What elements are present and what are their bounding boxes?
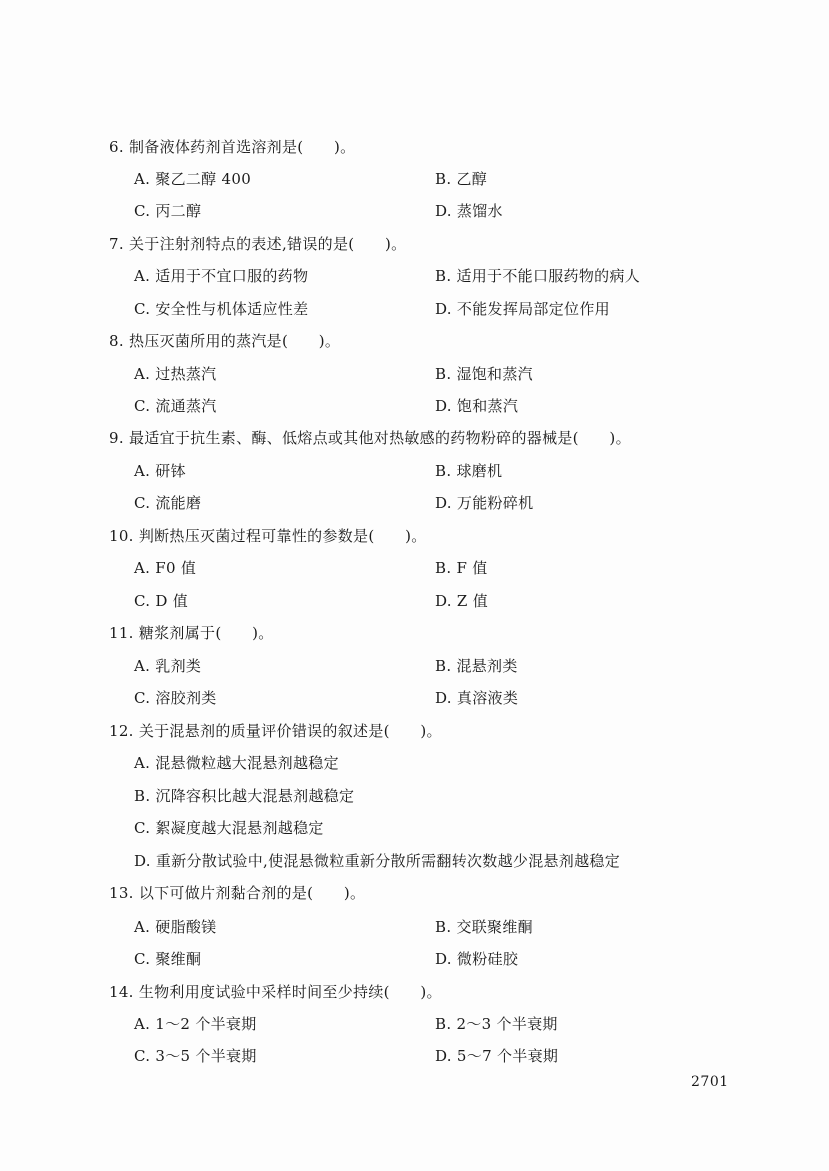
question-12-option-a: A. 混悬微粒越大混悬剂越稳定 bbox=[134, 754, 339, 772]
question-12-option-c: C. 絮凝度越大混悬剂越稳定 bbox=[134, 819, 324, 837]
question-13-option-c: C. 聚维酮 bbox=[134, 950, 202, 968]
question-11-option-c: C. 溶胶剂类 bbox=[134, 689, 217, 707]
question-9-option-b: B. 球磨机 bbox=[435, 462, 503, 480]
question-11-option-a: A. 乳剂类 bbox=[134, 657, 202, 675]
question-6-option-d: D. 蒸馏水 bbox=[435, 202, 503, 220]
question-12-stem: 12. 关于混悬剂的质量评价错误的叙述是( )。 bbox=[109, 722, 442, 740]
question-11-option-d: D. 真溶液类 bbox=[435, 689, 519, 707]
question-8-option-c: C. 流通蒸汽 bbox=[134, 397, 217, 415]
page-number: 2701 bbox=[691, 1074, 729, 1090]
question-9-option-c: C. 流能磨 bbox=[134, 494, 202, 512]
question-12-option-d: D. 重新分散试验中,使混悬微粒重新分散所需翻转次数越少混悬剂越稳定 bbox=[134, 852, 620, 870]
question-10-option-c: C. D 值 bbox=[134, 592, 189, 610]
question-11-stem: 11. 糖浆剂属于( )。 bbox=[109, 624, 274, 642]
question-14-option-a: A. 1～2 个半衰期 bbox=[134, 1015, 257, 1033]
question-8-stem: 8. 热压灭菌所用的蒸汽是( )。 bbox=[109, 332, 341, 350]
question-12-option-b: B. 沉降容积比越大混悬剂越稳定 bbox=[134, 787, 355, 805]
question-10-option-b: B. F 值 bbox=[435, 559, 488, 577]
question-9-stem: 9. 最适宜于抗生素、酶、低熔点或其他对热敏感的药物粉碎的器械是( )。 bbox=[109, 429, 631, 447]
question-6-stem: 6. 制备液体药剂首选溶剂是( )。 bbox=[109, 138, 356, 156]
question-8-option-d: D. 饱和蒸汽 bbox=[435, 397, 519, 415]
question-6-option-a: A. 聚乙二醇 400 bbox=[134, 170, 252, 188]
question-7-option-d: D. 不能发挥局部定位作用 bbox=[435, 300, 610, 318]
question-10-option-a: A. F0 值 bbox=[134, 559, 197, 577]
question-9-option-d: D. 万能粉碎机 bbox=[435, 494, 534, 512]
question-6-option-b: B. 乙醇 bbox=[435, 170, 488, 188]
question-6-option-c: C. 丙二醇 bbox=[134, 202, 202, 220]
question-10-stem: 10. 判断热压灭菌过程可靠性的参数是( )。 bbox=[109, 527, 427, 545]
question-14-option-d: D. 5～7 个半衰期 bbox=[435, 1047, 559, 1065]
question-13-option-d: D. 微粉硅胶 bbox=[435, 950, 519, 968]
question-13-option-b: B. 交联聚维酮 bbox=[435, 918, 533, 936]
question-7-option-a: A. 适用于不宜口服的药物 bbox=[134, 267, 309, 285]
question-13-option-a: A. 硬脂酸镁 bbox=[134, 918, 217, 936]
question-13-stem: 13. 以下可做片剂黏合剂的是( )。 bbox=[109, 884, 366, 902]
question-10-option-d: D. Z 值 bbox=[435, 592, 489, 610]
question-14-option-c: C. 3～5 个半衰期 bbox=[134, 1047, 257, 1065]
question-14-option-b: B. 2～3 个半衰期 bbox=[435, 1015, 558, 1033]
question-9-option-a: A. 研钵 bbox=[134, 462, 186, 480]
question-8-option-b: B. 湿饱和蒸汽 bbox=[435, 365, 533, 383]
question-14-stem: 14. 生物利用度试验中采样时间至少持续( )。 bbox=[109, 983, 442, 1001]
question-8-option-a: A. 过热蒸汽 bbox=[134, 365, 217, 383]
question-11-option-b: B. 混悬剂类 bbox=[435, 657, 518, 675]
question-7-option-b: B. 适用于不能口服药物的病人 bbox=[435, 267, 641, 285]
question-7-option-c: C. 安全性与机体适应性差 bbox=[134, 300, 309, 318]
question-7-stem: 7. 关于注射剂特点的表述,错误的是( )。 bbox=[109, 235, 407, 253]
